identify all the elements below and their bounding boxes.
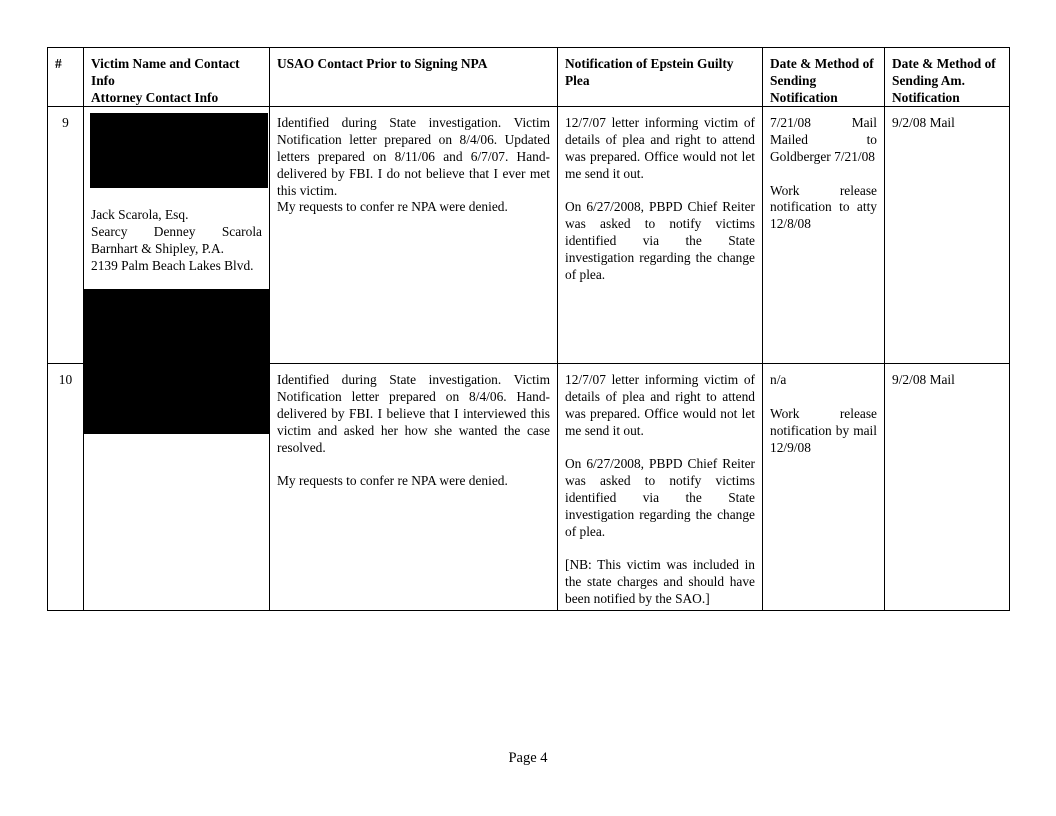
header-plea: Notification of Epstein Guilty Plea <box>558 48 763 107</box>
plea-text: On 6/27/2008, PBPD Chief Reiter was asked to notify victims identified via the State investigation regarding the change of plea. <box>565 199 755 282</box>
table-row <box>48 107 1010 364</box>
date-text: n/a <box>770 372 787 388</box>
header-am: Date & Method of Sending Am. Notification <box>885 48 1010 107</box>
usao-text: Identified during State investigation. Victim Notification letter prepared on 8/4/06. Hand-delivered by FBI. I believe that I interviewed this victim and asked her how she wanted the case resolved. <box>277 372 550 455</box>
date-method-cell <box>763 364 885 611</box>
header-number: # <box>48 48 84 107</box>
date-text: Work release notification by mail 12/9/08 <box>770 405 877 455</box>
plea-notification-cell <box>558 364 763 611</box>
header-usao: USAO Contact Prior to Signing NPA <box>270 48 558 107</box>
usao-text: My requests to confer re NPA were denied. <box>277 473 508 489</box>
date-text: 7/21/08 Mail Mailed to Goldberger 7/21/08 <box>770 115 877 164</box>
plea-notification-cell <box>558 107 763 364</box>
header-row <box>48 48 1010 107</box>
victim-cell <box>84 107 270 364</box>
table-row <box>48 364 1010 611</box>
attorney-name: Jack Scarola, Esq. <box>91 207 189 223</box>
page-number: Page 4 <box>508 750 548 766</box>
victim-cell <box>84 364 270 611</box>
date-method-cell <box>763 107 885 364</box>
row-number: 9 <box>48 107 84 364</box>
redaction-box <box>84 289 270 363</box>
header-date: Date & Method of Sending Notification <box>763 48 885 107</box>
redaction-box <box>90 113 268 188</box>
plea-text: 12/7/07 letter informing victim of details of plea and right to attend was prepared. Office would not let me send it out. <box>565 372 755 438</box>
header-victim <box>84 48 270 107</box>
usao-contact-cell <box>270 364 558 611</box>
attorney-firm: Searcy Denney Scarola Barnhart & Shipley, P.A. <box>91 224 262 256</box>
am-notification-cell: 9/2/08 Mail <box>885 107 1010 364</box>
attorney-contact <box>91 207 262 290</box>
usao-text: My requests to confer re NPA were denied. <box>277 199 508 215</box>
usao-contact-cell <box>270 107 558 364</box>
victim-notification-table <box>47 47 1010 611</box>
plea-text: 12/7/07 letter informing victim of details of plea and right to attend was prepared. Office would not let me send it out. <box>565 115 755 181</box>
header-victim-line1: Victim Name and Contact Info <box>91 56 240 88</box>
row-number: 10 <box>48 364 84 611</box>
plea-text: [NB: This victim was included in the state charges and should have been notified by the SAO.] <box>565 557 755 606</box>
plea-text: On 6/27/2008, PBPD Chief Reiter was asked to notify victims identified via the State investigation regarding the change of plea. <box>565 456 755 539</box>
usao-text: Identified during State investigation. Victim Notification letter prepared on 8/4/06. Updated letters prepared on 8/11/06 and 6/7/07. Hand-delivered by FBI. I do not believe that I ever met this victim. <box>277 115 550 198</box>
attorney-contact-clip <box>91 207 262 290</box>
date-text: Work release notification to atty 12/8/08 <box>770 182 877 232</box>
redaction-box <box>84 364 270 434</box>
attorney-address: 2139 Palm Beach Lakes Blvd. <box>91 257 254 273</box>
am-notification-cell: 9/2/08 Mail <box>885 364 1010 611</box>
header-victim-line2: Attorney Contact Info <box>91 89 219 105</box>
